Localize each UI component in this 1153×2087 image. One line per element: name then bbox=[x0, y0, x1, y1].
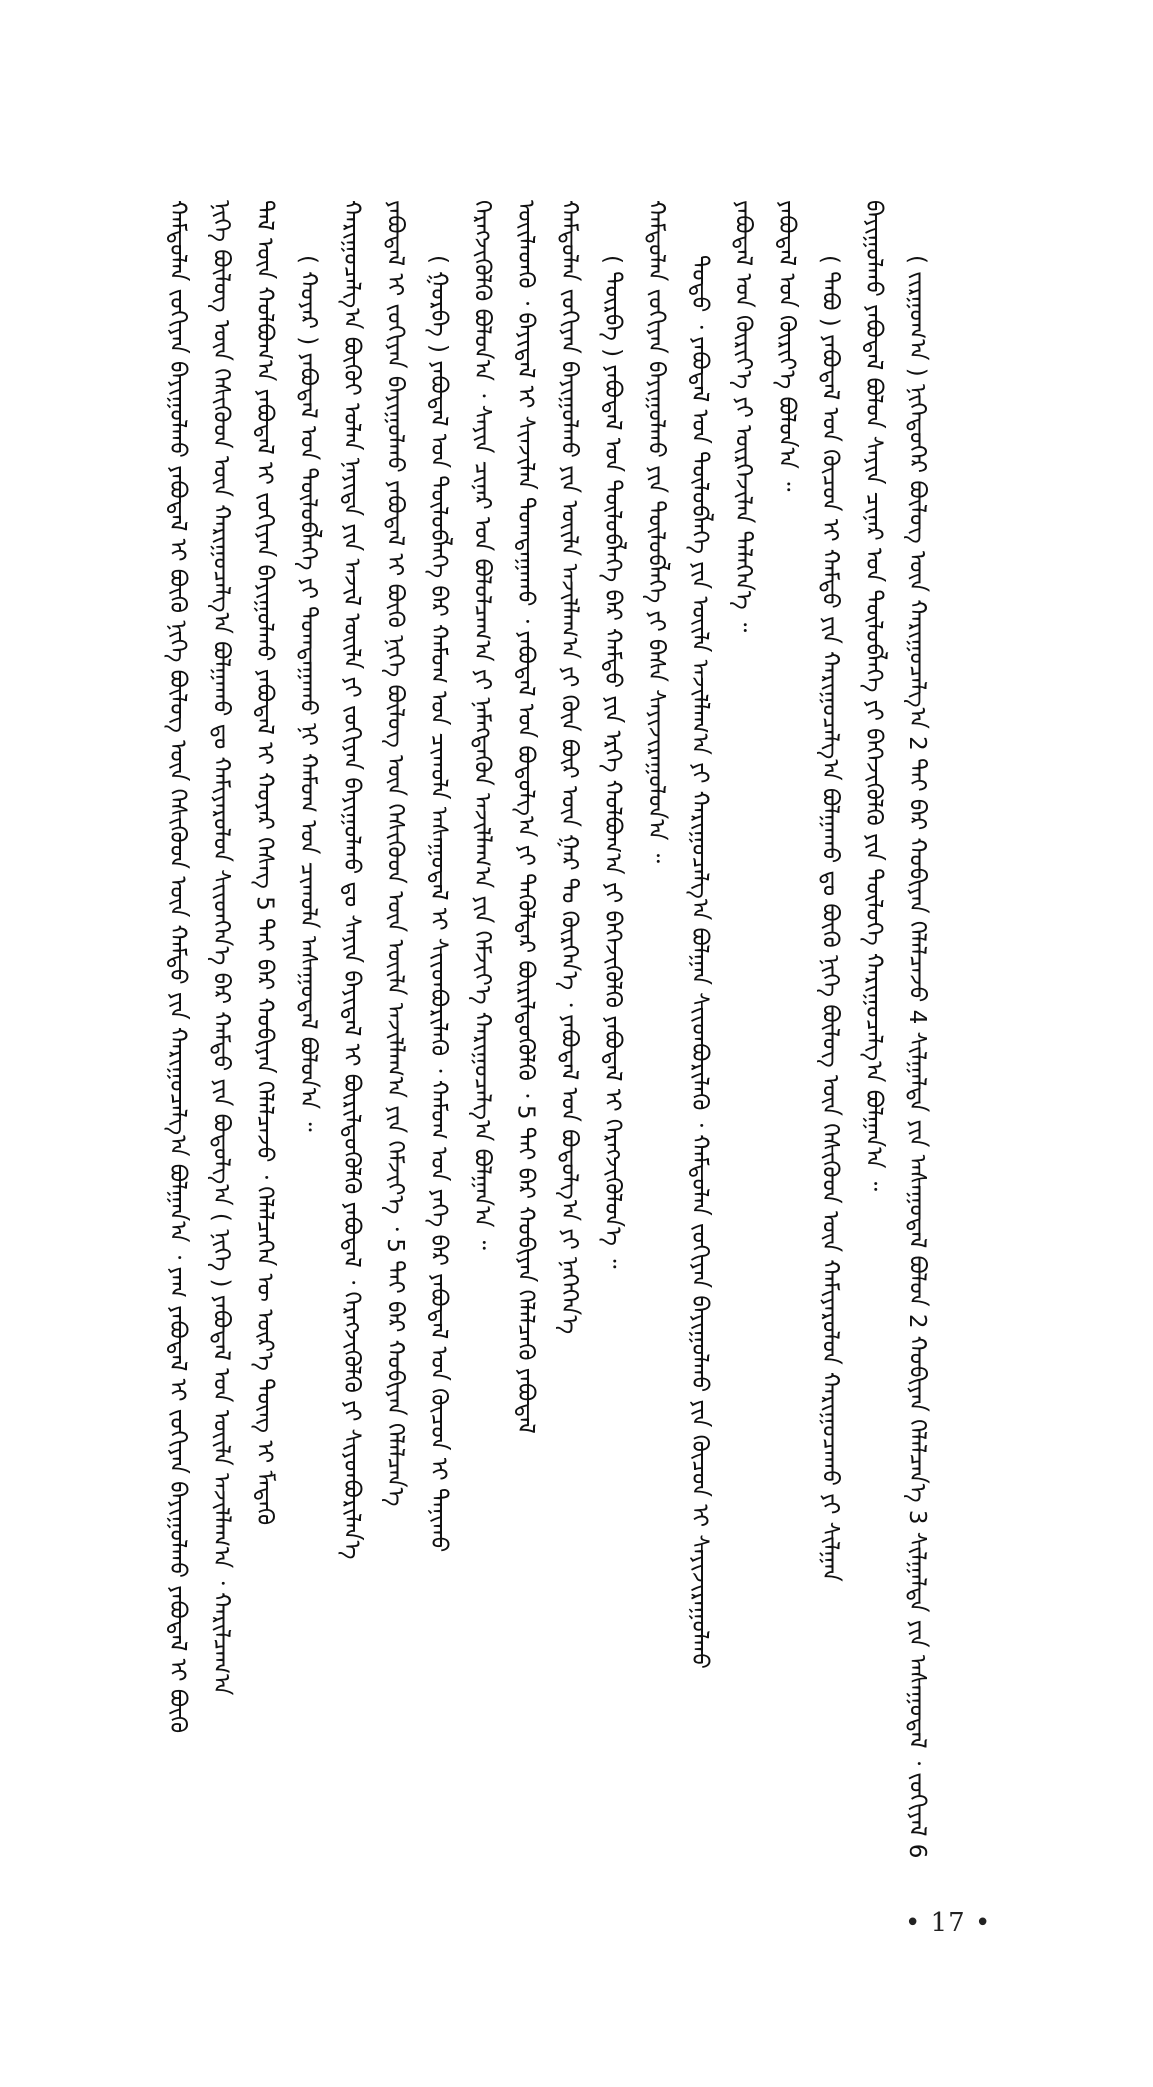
text-column: ( ᠬᠣᠶᠠᠷ ) ᠶᠠᠪᠤᠳᠠᠯ ᠤᠨ ᠲᠥᠯᠥᠪᠯᠡᠭᠡ ᠶᠢ ᠲᠣᠭᠲᠠᠭᠠᠬᠤ ᠨᠢ ᠬᠠᠮᠤᠭ ᠤᠨ ᠴᠢᠬᠤᠯᠠ ᠠᠰᠠᠭᠤᠳᠠᠯ ᠪᠣᠯᠤᠨ᠎ᠠ ᠃ bbox=[295, 255, 321, 1132]
text-column: ᠨᠢᠭᠡ ᠪᠦᠯᠦᠭ ᠦᠨ ᠭᠡᠰᠢᠭᠦᠳ ᠦᠨ ᠬᠠᠷᠢᠭᠤᠴᠠᠯᠭ᠎ᠠ ᠪᠣᠯᠭᠠᠬᠤ ᠳᠤ ᠬᠠᠮᠢᠶᠠᠷᠤᠯᠤᠨ ᠰᠢᠢᠳᠬᠡᠨ᠎ᠡ ᠪᠡᠷ ᠬᠠᠮᠲᠤ ᠶᠢᠨ ᠪᠣᠳᠤᠯᠭ᠎ᠠ ( ᠨᠢᠭᠡ ) ᠶᠠᠪᠤᠳᠠᠯ ᠤᠨ ᠦᠢᠯᠡ ᠠᠵᠢᠯᠯᠠᠭ᠎ᠠ ᠂ ᠬᠠᠷᠢᠯᠴᠠᠭ᠎ᠠ bbox=[208, 200, 234, 1696]
text-column: ᠶᠠᠪᠤᠳᠠᠯ ᠤᠨ ᠬᠦᠷᠢᠶ᠎ᠡ ᠶᠢ ᠦᠷᠭᠡᠵᠢᠯᠡᠨ ᠲᠡᠯᠡᠭᠡᠨ᠎ᠡ ᠃ bbox=[730, 200, 756, 633]
text-column: ᠬᠠᠮᠳᠤᠯᠠᠨ ᠵᠣᠬᠢᠶᠠᠨ ᠪᠠᠶᠢᠭᠤᠯᠬᠤ ᠶᠠᠪᠤᠳᠠᠯ ᠢ ᠪᠦᠬᠦ ᠨᠢᠭᠡ ᠪᠦᠯᠦᠭ ᠦᠨ ᠭᠡᠰᠢᠭᠦᠳ ᠦᠨ ᠬᠠᠮᠲᠤ ᠶᠢᠨ ᠬᠠᠷᠢᠭᠤᠴᠠᠯᠭ᠎ᠠ ᠪᠣᠯᠭᠠᠨ᠎ᠠ ᠂ ᠶᠠᠭ ᠶᠠᠪᠤᠳᠠᠯ ᠢ ᠵᠣᠬᠢᠶᠠᠨ ᠪᠠᠶᠢᠭᠤᠯᠬᠤ ᠶᠠᠪᠤᠳᠠᠯ ᠢ ᠪᠦᠬᠦ bbox=[164, 200, 191, 1734]
text-column: ᠬᠠᠷᠢᠭᠤᠴᠠᠯᠭ᠎ᠠ ᠪᠦᠬᠦᠢ ᠣᠯᠠᠨ ᠨᠡᠶᠢᠲᠡ ᠶᠢᠨ ᠠᠵᠢᠯ ᠦᠢᠯᠡ ᠶᠢ ᠵᠣᠬᠢᠶᠠᠨ ᠪᠠᠶᠢᠭᠤᠯᠬᠤ ᠳᠤ ᠰᠠᠶᠢᠨ ᠪᠠᠶᠢᠳᠠᠯ ᠢ ᠪᠦᠷᠢᠯᠳᠦᠭᠦᠯᠬᠦ ᠶᠠᠪᠤᠳᠠᠯ ᠂ ᠬᠡᠷᠡᠭᠵᠢᠭᠦᠯᠬᠦ ᠶᠢ ᠰᠢᠶᠳᠪᠦᠷᠢᠯᠡᠨ᠎ᠡ bbox=[338, 200, 365, 1560]
text-column: ᠦᠢᠯᠡᠳᠬᠦ ᠂ ᠪᠠᠶᠢᠳᠠᠯ ᠢ ᠰᠢᠨᠵᠢᠯᠡᠨ ᠲᠣᠭᠲᠠᠭᠠᠬᠤ ᠂ ᠶᠠᠪᠤᠳᠠᠯ ᠤᠨ ᠪᠣᠳᠤᠯᠭ᠎ᠠ ᠶᠢ ᠲᠡᠭᠦᠯᠳᠡᠷ ᠪᠦᠷᠢᠯᠳᠦᠭᠦᠯᠬᠦ ᠂ 5 ᠲᠠᠢ ᠪᠠᠷ ᠬᠤᠪᠢᠶᠠᠨ ᠬᠡᠯᠡᠯᠴᠡᠬᠦ ᠶᠠᠪᠤᠳᠠᠯ bbox=[512, 200, 539, 1434]
text-column: ᠲᠠᠯ ᠦᠨ ᠬᠣᠯᠪᠣᠭ᠎ᠠ ᠶᠠᠪᠤᠳᠠᠯ ᠢ ᠵᠣᠬᠢᠶᠠᠨ ᠪᠠᠶᠢᠭᠤᠯᠬᠤ ᠶᠠᠪᠤᠳᠠᠯ ᠢ ᠬᠣᠶᠠᠷ ᠬᠡᠰᠡᠭ 5 ᠲᠠᠢ ᠪᠠᠷ ᠬᠤᠪᠢᠶᠠᠨ ᠬᠡᠯᠡᠯᠴᠡᠵᠦ ᠂ ᠬᠡᠯᠡᠯᠴᠡᠭᠡᠨ ᠦ ᠦᠷ᠎ᠡ ᠳᠦᠩ ᠢ ᠮᠡᠳᠡᠬᠦ bbox=[251, 200, 278, 1526]
text-column: ᠶᠠᠪᠤᠳᠠᠯ ᠢ ᠵᠣᠬᠢᠶᠠᠨ ᠪᠠᠶᠢᠭᠤᠯᠬᠤ ᠶᠠᠪᠤᠳᠠᠯ ᠢ ᠪᠦᠬᠦ ᠨᠢᠭᠡ ᠪᠦᠯᠦᠭ ᠦᠨ ᠭᠡᠰᠢᠭᠦᠳ ᠦᠨ ᠦᠢᠯᠡ ᠠᠵᠢᠯᠯᠠᠭ᠎ᠠ ᠶᠢᠨ ᠬᠡᠮᠵᠢᠶ᠎ᠡ ᠂ 5 ᠲᠠᠢ ᠪᠠᠷ ᠬᠤᠪᠢᠶᠠᠨ ᠬᠡᠯᠡᠯᠴᠡᠨ᠎ᠡ bbox=[382, 200, 408, 1507]
text-column: ( ᠲᠠᠪᠤ ) ᠶᠠᠪᠤᠳᠠᠯ ᠤᠨ ᠬᠦᠴᠦᠨ ᠢ ᠬᠠᠮᠲᠤ ᠶᠢᠨ ᠬᠠᠷᠢᠭᠤᠴᠠᠯᠭ᠎ᠠ ᠪᠣᠯᠭᠠᠬᠤ ᠳᠤ ᠪᠦᠬᠦ ᠨᠢᠭᠡ ᠪᠦᠯᠦᠭ ᠦᠨ ᠭᠡᠰᠢᠭᠦᠳ ᠦᠨ ᠬᠠᠮᠢᠶᠠᠷᠤᠯᠤᠨ ᠬᠠᠷᠢᠭᠤᠴᠠᠬᠤ ᠶᠢ ᠰᠢᠯᠭᠠᠨ bbox=[817, 255, 843, 1582]
text-column: ( ᠵᠢᠷᠭᠤᠭ᠎ᠠ ) ᠨᠢᠭᠡᠳᠦᠭᠡᠷ ᠪᠦᠯᠦᠭ ᠦᠨ ᠬᠠᠷᠢᠭᠤᠴᠠᠯᠭ᠎ᠠ 2 ᠲᠠᠢ ᠪᠠᠷ ᠬᠤᠪᠢᠶᠠᠨ ᠬᠡᠯᠡᠯᠴᠡᠵᠦ 4 ᠰᠢᠯᠭᠠᠯᠲᠠ ᠶᠢᠨ ᠠᠰᠠᠭᠤᠳᠠᠯ ᠪᠣᠯᠤᠨ 2 ᠬᠤᠪᠢᠶᠠᠨ ᠬᠡᠯᠡᠯᠴᠡᠨ᠎ᠡ 3 ᠰᠢᠯᠭᠠᠯᠲᠠ ᠶᠢᠨ ᠠᠰᠠᠭᠤᠳᠠᠯ ᠂ ᠵᠣᠬᠢᠶᠠᠯ 6 bbox=[904, 255, 930, 1859]
text-column: ᠬᠡᠷᠡᠭᠵᠢᠭᠦᠯᠬᠦ ᠪᠣᠯᠤᠨ᠎ᠠ ᠂ ᠰᠠᠶᠢᠨ ᠴᠢᠨᠠᠷ ᠤᠨ ᠪᠣᠯᠤᠯᠴᠠᠭ᠎ᠠ ᠶᠢ ᠨᠡᠮᠡᠭᠳᠡᠬᠦᠨ ᠠᠵᠢᠯᠯᠠᠭ᠎ᠠ ᠶᠢᠨ ᠬᠡᠮᠵᠢᠶ᠎ᠡ ᠬᠠᠷᠢᠭᠤᠴᠠᠯᠭ᠎ᠠ ᠪᠣᠯᠭᠠᠨ᠎ᠠ ᠃ bbox=[469, 200, 495, 1250]
text-column: ᠬᠠᠮᠳᠤᠯᠠᠨ ᠵᠣᠬᠢᠶᠠᠨ ᠪᠠᠶᠢᠭᠤᠯᠬᠤ ᠶᠢᠨ ᠲᠥᠯᠥᠪᠯᠡᠭᠡ ᠶᠢ ᠪᠠᠰᠠ ᠰᠠᠶᠢᠵᠢᠷᠠᠭᠤᠯᠤᠨ᠎ᠠ ᠃ bbox=[643, 200, 669, 863]
text-column: ᠲᠣᠳᠣ ᠂ ᠶᠠᠪᠤᠳᠠᠯ ᠤᠨ ᠲᠥᠯᠥᠪᠯᠡᠭᠡ ᠶᠢᠨ ᠦᠢᠯᠡ ᠠᠵᠢᠯᠯᠠᠭ᠎ᠠ ᠶᠢ ᠬᠠᠷᠢᠭᠤᠴᠠᠯᠭ᠎ᠠ ᠪᠣᠯᠭᠠᠨ ᠰᠢᠢᠳᠪᠦᠷᠢᠯᠡᠬᠦ ᠂ ᠬᠠᠮᠳᠤᠯᠠᠨ ᠵᠣᠬᠢᠶᠠᠨ ᠪᠠᠶᠢᠭᠤᠯᠬᠤ ᠶᠢᠨ ᠬᠦᠴᠦᠨ ᠢ ᠰᠠᠶᠢᠵᠢᠷᠠᠭᠤᠯᠬᠤ bbox=[686, 255, 713, 1670]
text-column: ( ᠭᠤᠷᠪᠠ ) ᠶᠠᠪᠤᠳᠠᠯ ᠤᠨ ᠲᠥᠯᠥᠪᠯᠡᠭᠡ ᠪᠡᠷ ᠬᠠᠮᠤᠭ ᠤᠨ ᠴᠢᠬᠤᠯᠠ ᠠᠰᠠᠭᠤᠳᠠᠯ ᠢ ᠰᠢᠢᠳᠪᠦᠷᠢᠯᠡᠬᠦ ᠂ ᠬᠠᠮᠤᠭ ᠤᠨ ᠶᠡᠬᠡ ᠪᠠᠷ ᠶᠠᠪᠤᠳᠠᠯ ᠤᠨ ᠬᠦᠴᠦᠨ ᠢ ᠲᠠᠨᠢᠬᠤ bbox=[425, 255, 452, 1553]
page-number: • 17 • bbox=[905, 1908, 992, 1938]
text-column: ᠪᠠᠶᠢᠭᠤᠯᠬᠤ ᠶᠠᠪᠤᠳᠠᠯ ᠪᠣᠯᠤᠨ ᠰᠠᠶᠢᠨ ᠴᠢᠨᠠᠷ ᠤᠨ ᠲᠥᠯᠥᠪᠯᠡᠭᠡ ᠶᠢ ᠪᠡᠬᠡᠵᠢᠭᠦᠯᠬᠦ ᠶᠢᠨ ᠲᠥᠯᠥᠭᠡ ᠬᠠᠷᠢᠭᠤᠴᠠᠯᠭ᠎ᠠ ᠪᠣᠯᠭᠠᠨ᠎ᠠ ᠃ bbox=[860, 200, 887, 1191]
text-column: ᠬᠠᠮᠳᠤᠯᠠᠨ ᠵᠣᠬᠢᠶᠠᠨ ᠪᠠᠶᠢᠭᠤᠯᠬᠤ ᠶᠢᠨ ᠦᠢᠯᠡ ᠠᠵᠢᠯᠯᠠᠭ᠎ᠠ ᠶᠢ ᠬᠦᠨ ᠪᠦᠷ ᠦᠨ ᠭᠠᠷ ᠲᠤ ᠬᠦᠷᠭᠡᠨ᠎ᠡ ᠂ ᠶᠠᠪᠤᠳᠠᠯ ᠤᠨ ᠪᠣᠳᠤᠯᠭ᠎ᠠ ᠶᠢ ᠨᠡᠭᠡᠭᠡᠨ᠎ᠡ bbox=[556, 200, 582, 1335]
text-column: ( ᠳᠥᠷᠪᠡ ) ᠶᠠᠪᠤᠳᠠᠯ ᠤᠨ ᠲᠥᠯᠥᠪᠯᠡᠭᠡ ᠪᠡᠷ ᠬᠠᠮᠲᠤ ᠶᠢᠨ ᠡᠷᠬᠡ ᠬᠣᠯᠪᠣᠭ᠎ᠠ ᠶᠢ ᠪᠡᠬᠡᠵᠢᠭᠦᠯᠬᠦ ᠶᠠᠪᠤᠳᠠᠯ ᠢ ᠬᠡᠷᠡᠭᠵᠢᠭᠦᠯᠦᠨ᠎ᠡ ᠃ bbox=[599, 255, 626, 1269]
mongolian-text-body bbox=[155, 200, 1025, 1890]
text-column: ᠶᠠᠪᠤᠳᠠᠯ ᠤᠨ ᠬᠦᠷᠢᠶ᠎ᠡ ᠪᠣᠯᠤᠨ᠎ᠠ ᠃ bbox=[773, 200, 800, 492]
